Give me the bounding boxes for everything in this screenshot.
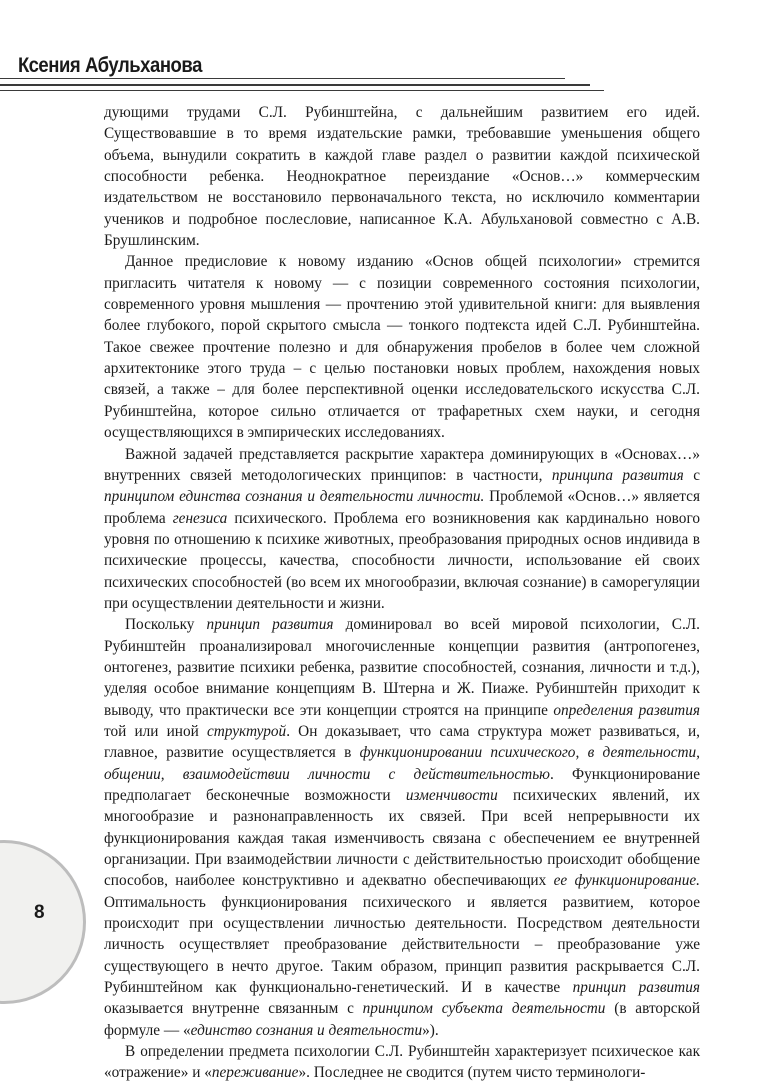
italic-run: единство сознания и деятельности <box>190 1021 423 1039</box>
italic-run: функционировании психического, в деятельности, общении, взаимодействии личности с действительностью <box>104 744 700 783</box>
italic-run: структурой <box>206 722 287 740</box>
text-run: дующими трудами С.Л. Рубинштейна, с дальнейшим развитием его идей. Существовавшие в то время издательские рамки, требовавшие уменьшения общего объема, вынудили сократить в каждой главе раздел о развитии каждой психической способности ребенка. Неоднократное переиздание «Основ…» коммерческим издательством не восстановило первоначального текста, но исключило комментарии учеников и подробное послесловие, написанное К.А. Абульхановой совместно с А.В. Брушлинским. <box>104 104 700 250</box>
body-text <box>104 102 700 1084</box>
header-rule-3 <box>0 90 604 91</box>
paragraph <box>104 251 700 443</box>
header-rule-2 <box>0 84 590 86</box>
text-run: Данное предисловие к новому изданию «Основ общей психологии» стремится пригласить читателя к новому — с позиции современного состояния психологии, современного уровня мышления — прочтению этой удивительной книги: для выявления более глубокого, порой скрытого смысла — тонкого подтекста идей С.Л. Рубинштейна. Такое свежее прочтение полезно и для обнаружения пробелов в более чем сложной архитектонике этого труда – с целью постановки новых проблем, нахождения новых связей, а также – для более перспективной оценки исследовательского искусства С.Л. Рубинштейна, которое сильно отличается от трафаретных схем науки, и сегодня осуществляющихся в эмпирических исследованиях. <box>104 253 700 442</box>
paragraph <box>104 1041 700 1084</box>
paragraph <box>104 444 700 615</box>
italic-run: принцип развития <box>206 616 334 634</box>
text-run: с <box>683 466 700 484</box>
italic-run: принципом субъекта деятельности <box>362 1000 606 1018</box>
text-run: доминировал во всей мировой психологии, С.Л. Рубинштейн проанализировал многочисленные концепции развития (антропогенез, онтогенез, развитие психики ребенка, развитие способностей, сознания, личности и т.д.), уделяя особое внимание концепциям В. Штерна и Ж. Пиаже. Рубинштейн приходит к выводу, что практически все эти концепции строятся на принципе <box>104 616 700 719</box>
text-run: Поскольку <box>125 616 207 634</box>
text-run: (в авторской формуле — « <box>104 1000 700 1039</box>
page-number: 8 <box>34 902 45 923</box>
italic-run: принципа развития <box>551 466 684 484</box>
italic-run: определения развития <box>553 701 700 719</box>
italic-run: ее функционирование. <box>553 872 700 890</box>
paragraph <box>104 614 700 1041</box>
text-run: Оптимальность функционирования психического и является развитием, которое происходит при осуществлении личностью деятельности. Посредством деятельности личность осуществляет преобразование действительности – преобразование уже существующего в нечто другое. Таким образом, принцип развития раскрывается С.Л. Рубинштейном как функционально-генетический. И в качестве <box>104 893 700 997</box>
text-run: психического. Проблема его возникновения как кардинально нового уровня по отношению к психике животных, преобразования природных основ индивида в психические процессы, качества, способности личности, использование ей своих психических способностей (во всем их многообразии, включая сознание) в саморегуляции при осуществлении деятельности и жизни. <box>104 509 700 612</box>
text-run: Проблемой «Основ…» является проблема <box>104 488 700 527</box>
text-run: . Функционирование предполагает бесконечные возможности <box>104 765 700 804</box>
text-run: В определении предмета психологии С.Л. Рубинштейн характеризует психическое как «отражение» и « <box>104 1043 700 1082</box>
paragraph <box>104 102 700 251</box>
italic-run: изменчивости <box>405 787 498 804</box>
text-run: психических явлений, их многообразие и разнонаправленность их связей. При всей непрерывности их функционирования каждая такая изменчивость связана с обеспечением ее внутренней организации. При взаимодействии личности с действительностью происходит обобщение способов, наиболее конструктивно и адекватно обеспечивающих <box>104 787 700 890</box>
header-rule-1 <box>0 78 565 79</box>
italic-run: принципом единства сознания и деятельности личности. <box>104 488 485 506</box>
text-run: . Он доказывает, что сама структура может развиваться, и, главное, развитие осуществляется в <box>104 722 700 762</box>
text-run: той или иной <box>104 722 207 740</box>
text-run: »). <box>422 1021 439 1039</box>
italic-run: принцип развития <box>572 979 700 997</box>
italic-run: генезиса <box>172 509 228 527</box>
italic-run: переживание <box>211 1064 299 1082</box>
text-run: Важной задачей представляется раскрытие характера доминирующих в «Основах…» внутренних связей методологических принципов: в частности, <box>104 445 700 484</box>
text-run: оказывается внутренне связанным с <box>104 1000 363 1018</box>
running-header-title: Ксения Абульханова <box>18 54 202 77</box>
text-run: ». Последнее не сводится (путем чисто терминологи- <box>298 1064 646 1082</box>
